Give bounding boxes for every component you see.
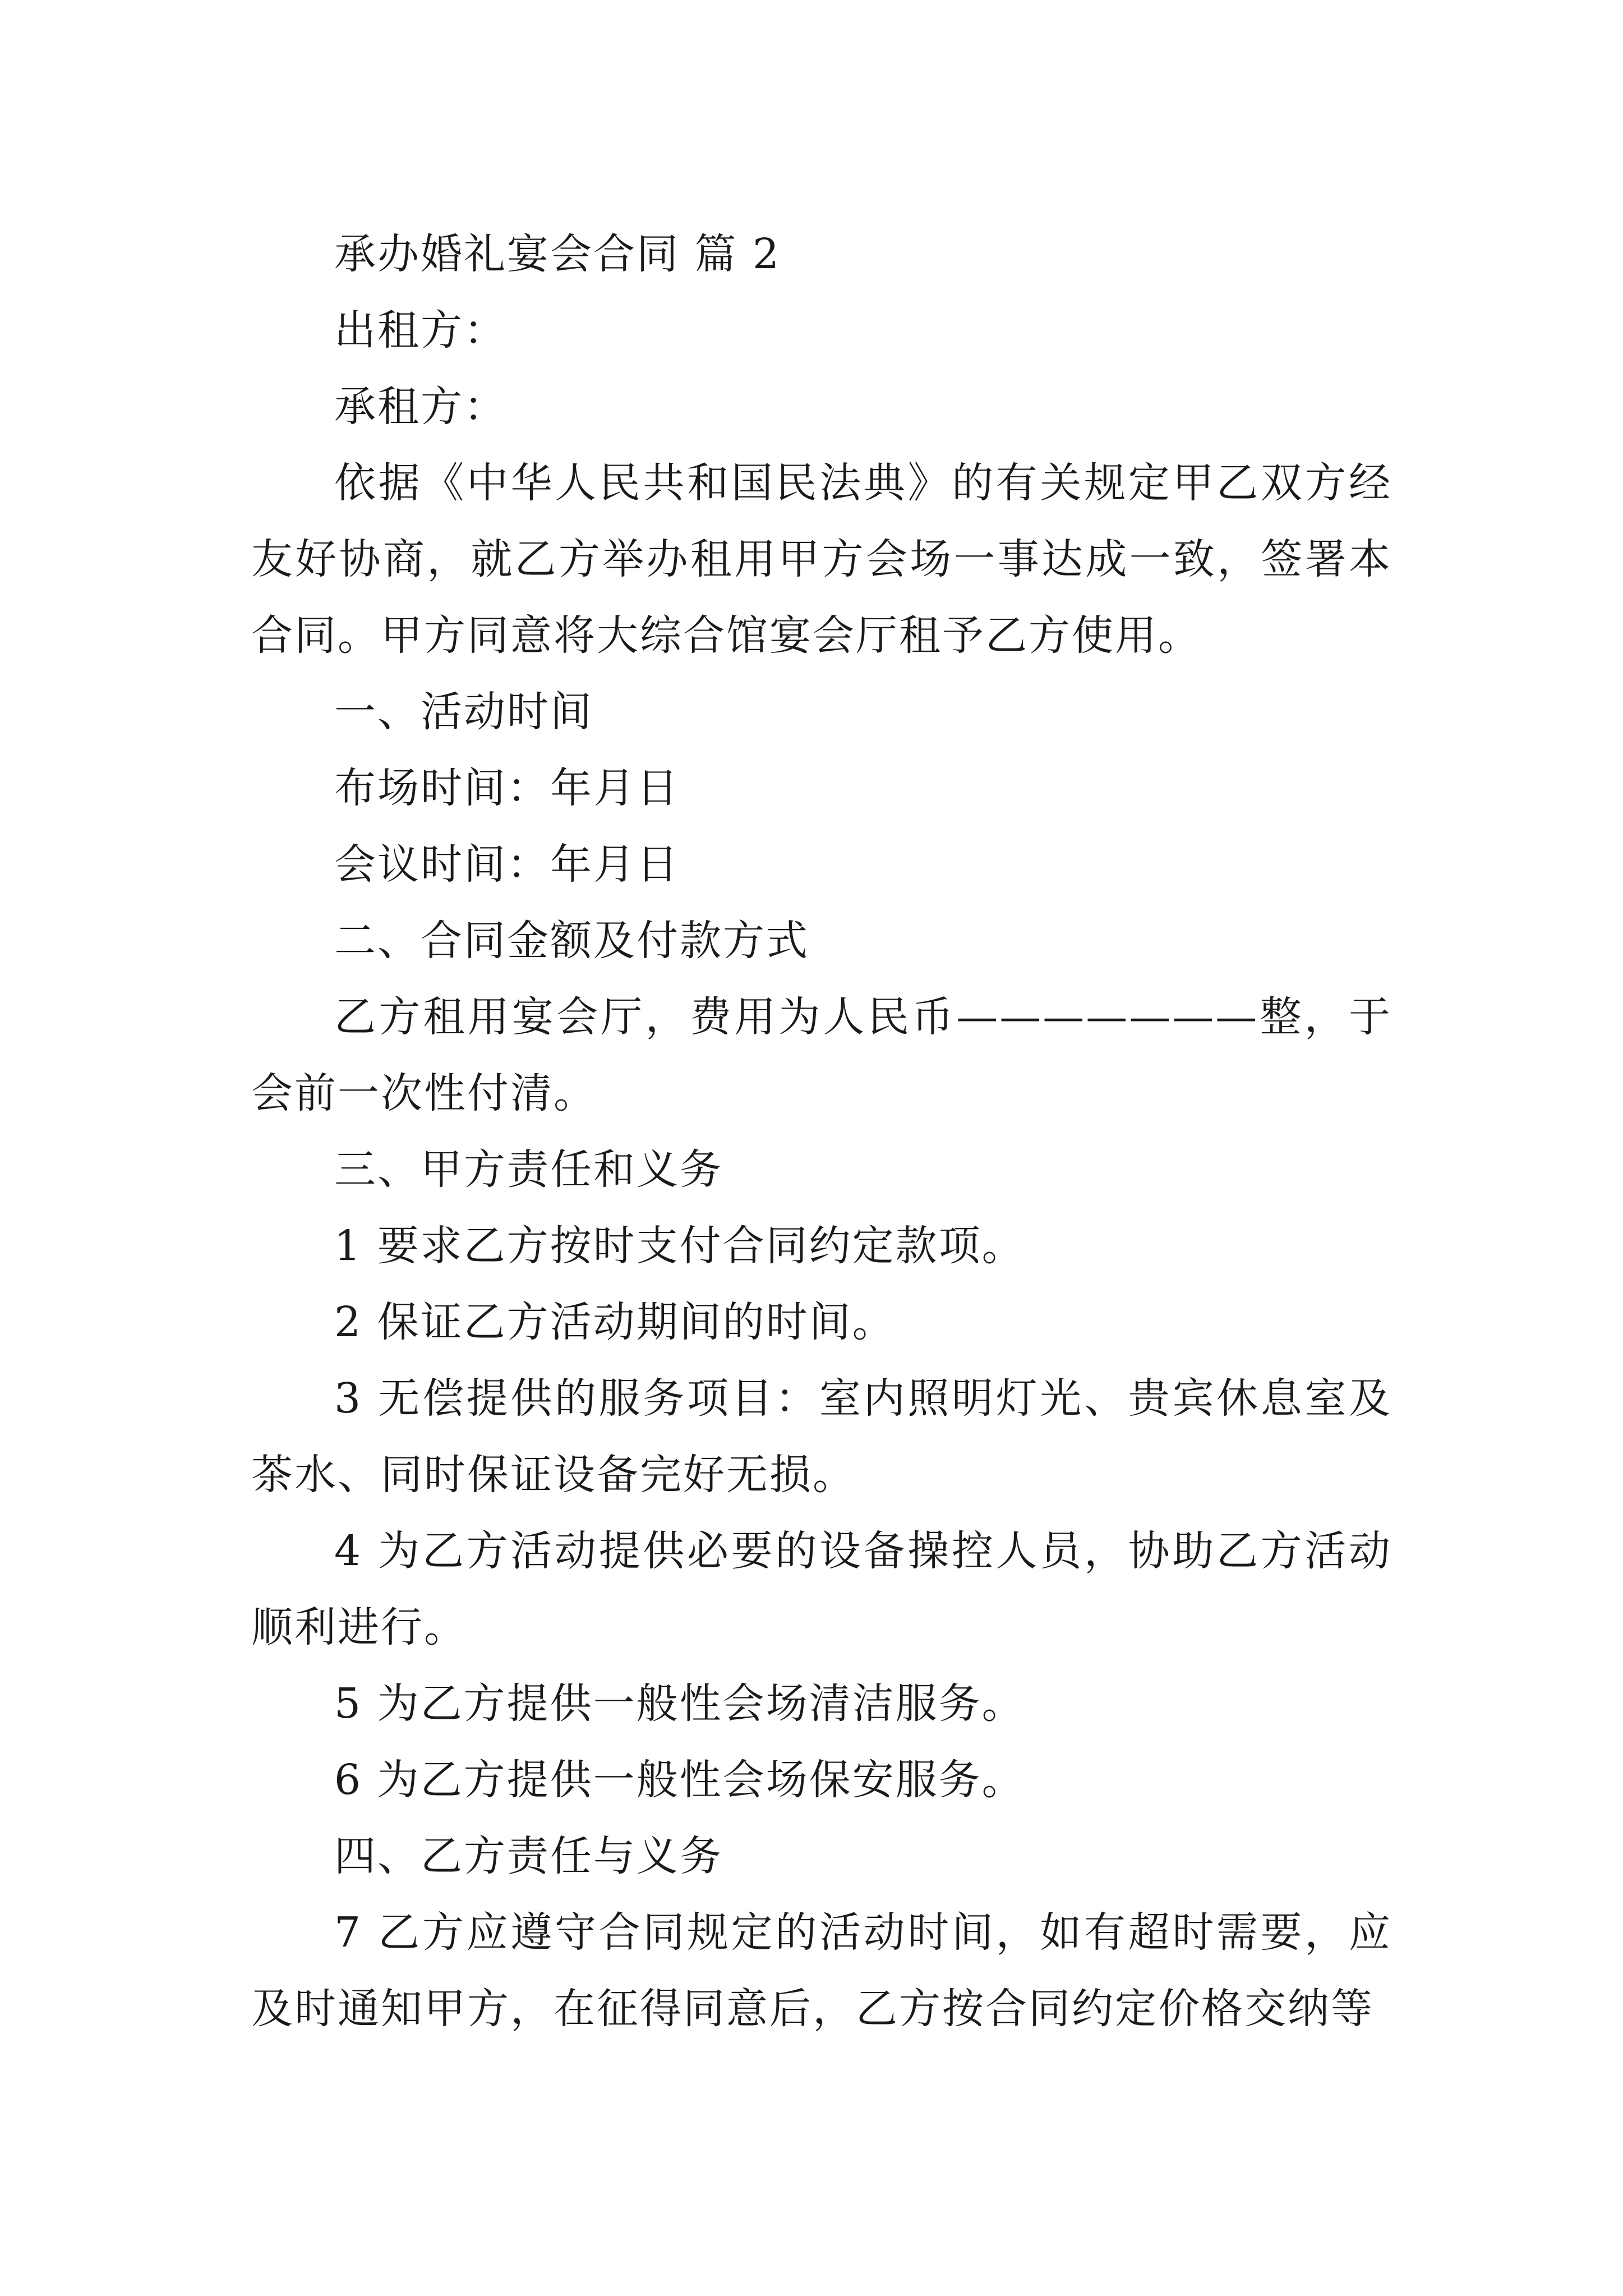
lessor-line: 出租方： (334, 306, 507, 355)
clause-1: 1 要求乙方按时支付合同约定款项。 (334, 1222, 1025, 1270)
clause-6: 6 为乙方提供一般性会场保安服务。 (334, 1756, 1025, 1804)
meeting-time-line: 会议时间：年月日 (334, 840, 680, 889)
setup-time-line: 布场时间：年月日 (334, 764, 680, 812)
clause-3: 3 无偿提供的服务项目：室内照明灯光、贵宾休息室及茶水、同时保证设备完好无损。 (251, 1374, 1392, 1499)
document-title: 承办婚礼宴会合同 篇 2 (334, 230, 781, 278)
section-heading-payment: 二、合同金额及付款方式 (334, 917, 809, 965)
section-heading-time: 一、活动时间 (334, 688, 593, 736)
lessee-line: 承租方： (334, 383, 507, 431)
preamble-paragraph: 依据《中华人民共和国民法典》的有关规定甲乙双方经友好协商，就乙方举办租用甲方会场一事达成一致，签署本合同。甲方同意将大综合馆宴会厅租予乙方使用。 (251, 459, 1392, 660)
clause-7: 7 乙方应遵守合同规定的活动时间，如有超时需要，应及时通知甲方，在征得同意后，乙方按合同约定价格交纳等 (251, 1908, 1392, 2033)
payment-paragraph: 乙方租用宴会厅，费用为人民币———————整，于会前一次性付清。 (251, 993, 1392, 1117)
section-heading-party-a: 三、甲方责任和义务 (334, 1145, 723, 1194)
clause-4: 4 为乙方活动提供必要的设备操控人员，协助乙方活动顺利进行。 (251, 1527, 1392, 1651)
document-page (251, 216, 1392, 2047)
section-heading-party-b: 四、乙方责任与义务 (334, 1832, 723, 1880)
clause-2: 2 保证乙方活动期间的时间。 (334, 1298, 896, 1346)
clause-5: 5 为乙方提供一般性会场清洁服务。 (334, 1680, 1025, 1728)
